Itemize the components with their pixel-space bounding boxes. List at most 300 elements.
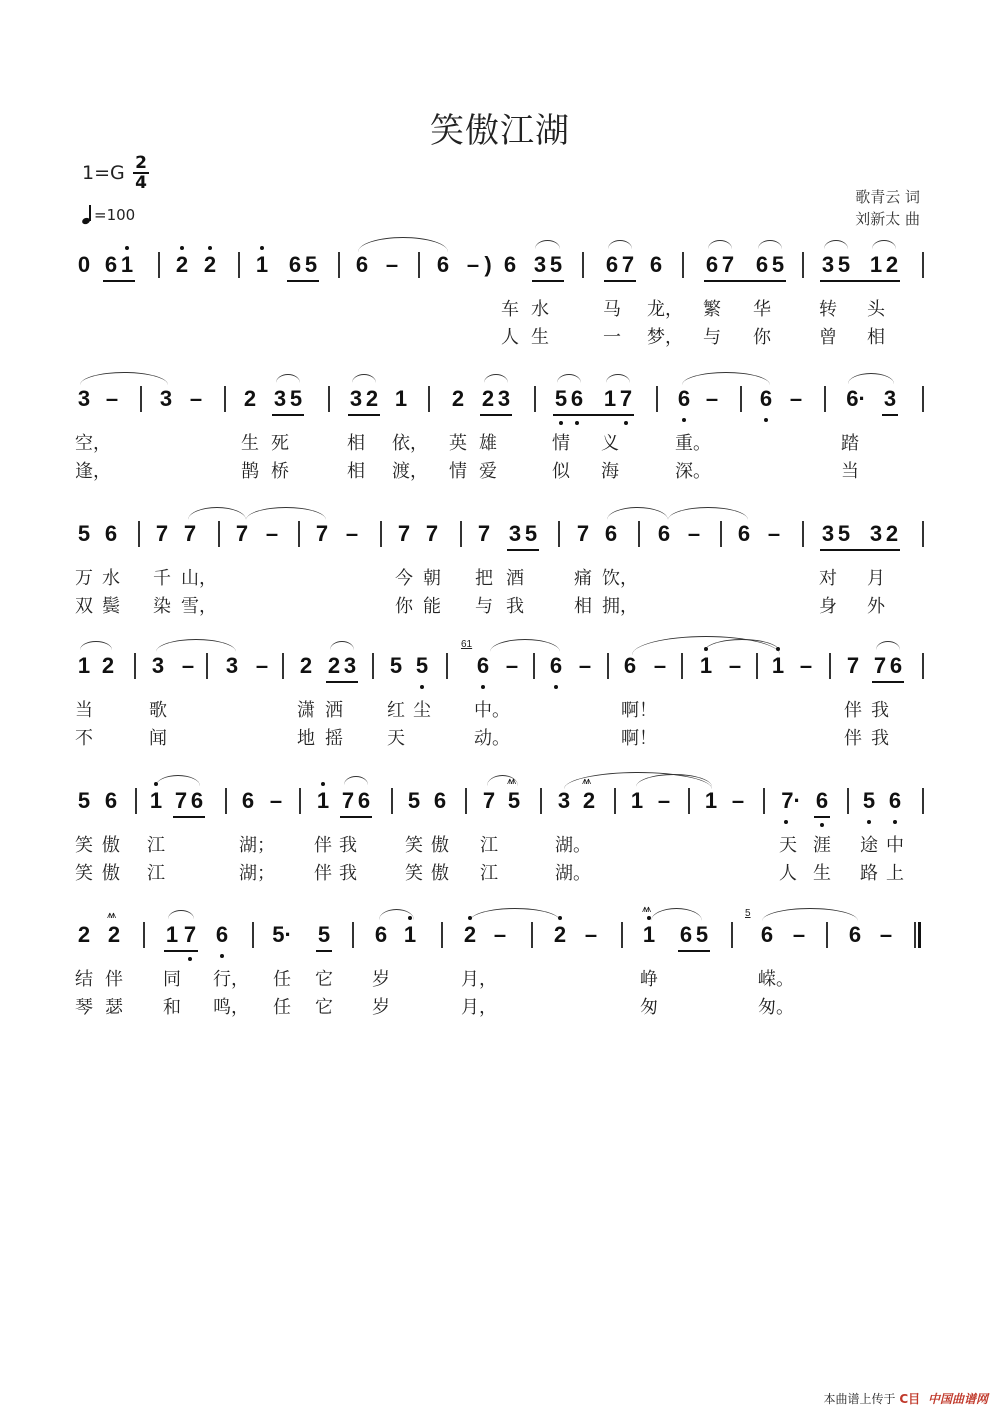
note: 7 [341, 788, 355, 813]
lyric-line-1 [0, 298, 1000, 322]
note: 6 [190, 788, 204, 813]
lyric-syllable: 洒 [325, 700, 343, 721]
slur-arc [168, 910, 194, 919]
octave-down-dot [559, 421, 563, 425]
note: 2 [885, 521, 899, 546]
sustain-dash: – [105, 386, 119, 411]
note: 7 [846, 653, 860, 678]
beam-underline [553, 414, 634, 416]
note: 6 [104, 788, 118, 813]
lyric-syllable: 渡， [392, 461, 428, 482]
note: 3 [77, 386, 91, 411]
note: 5 [407, 788, 421, 813]
lyric-syllable: 逢， [75, 461, 111, 482]
barline [380, 521, 382, 547]
note: 5 [304, 252, 318, 277]
lyric-syllable: 能 [423, 596, 441, 617]
lyric-syllable: 不 [75, 728, 93, 749]
lyric-syllable: 摇 [325, 728, 343, 749]
sustain-dash: – [728, 653, 742, 678]
octave-down-dot [820, 823, 824, 827]
lyric-syllable: 江 [480, 863, 498, 884]
lyric-syllable: 任 [273, 997, 291, 1018]
note: 3 [497, 386, 511, 411]
sustain-dash: – [385, 252, 399, 277]
note: 2 [101, 653, 115, 678]
notation-row [0, 904, 1000, 950]
lyric-syllable: 死 [271, 433, 289, 454]
note: 3 [343, 653, 357, 678]
slur-arc [607, 507, 668, 520]
lyric-syllable: 对 [819, 568, 837, 589]
lyric-syllable: 外 [867, 596, 885, 617]
note: 6 [436, 252, 450, 277]
lyric-syllable: 岁 [372, 969, 390, 990]
note: 5 [415, 653, 429, 678]
lyric-syllable: 头 [867, 299, 885, 320]
note: 6 [503, 252, 517, 277]
note: 5 [837, 521, 851, 546]
slur-arc [470, 908, 560, 921]
lyric-syllable: 月， [461, 997, 497, 1018]
lyric-syllable: 江 [147, 863, 165, 884]
lyric-syllable: 傲 [102, 863, 120, 884]
note: 3 [225, 653, 239, 678]
sustain-dash: – [345, 521, 359, 546]
lyric-syllable: 红 [387, 700, 405, 721]
barline [138, 521, 140, 547]
lyric-syllable: 曾 [819, 327, 837, 348]
lyric-syllable: 伴 [844, 700, 862, 721]
barline [299, 788, 301, 814]
lyric-syllable: 朝 [423, 568, 441, 589]
barline [428, 386, 430, 412]
barline [682, 252, 684, 278]
note: 1 [255, 252, 269, 277]
beam-underline [348, 414, 380, 416]
barline [802, 521, 804, 547]
lyric-syllable: 潇 [297, 700, 315, 721]
lyric-syllable: 依， [392, 433, 428, 454]
slur-arc [276, 374, 300, 383]
note: 5 [507, 788, 521, 813]
lyric-syllable: 伴 [105, 969, 123, 990]
note: 6 [288, 252, 302, 277]
sustain-dash: – [269, 788, 283, 813]
barline [922, 386, 924, 412]
lyric-syllable: 鹊 [241, 461, 259, 482]
lyric-syllable: 鸣， [213, 997, 249, 1018]
grace-note: 5 [745, 908, 751, 919]
barline [418, 252, 420, 278]
beam-underline [103, 280, 135, 282]
barline [763, 788, 765, 814]
lyric-syllable: 当 [841, 461, 859, 482]
barline [338, 252, 340, 278]
note: 1 [403, 922, 417, 947]
lyric-syllable: 酒 [506, 568, 524, 589]
note: 5 [549, 252, 563, 277]
barline [441, 922, 443, 948]
sustain-dash: – [584, 922, 598, 947]
note: 7 [477, 521, 491, 546]
barline [621, 922, 623, 948]
note: 1 [394, 386, 408, 411]
lyric-syllable: 深。 [675, 461, 711, 482]
lyric-syllable: 动。 [474, 728, 510, 749]
lyric-syllable: 空， [75, 433, 111, 454]
lyric-syllable: 你 [395, 596, 413, 617]
note: 2 [299, 653, 313, 678]
lyric-syllable: 我 [871, 728, 889, 749]
barline [720, 521, 722, 547]
lyric-syllable: 笑 [405, 835, 423, 856]
lyric-syllable: 车 [501, 299, 519, 320]
lyric-syllable: 踏 [841, 433, 859, 454]
lyric-syllable: 生 [241, 433, 259, 454]
slur-arc [80, 372, 168, 385]
note: 1 [120, 252, 134, 277]
note: 7 [315, 521, 329, 546]
lyric-syllable: 情 [552, 433, 570, 454]
barline [558, 521, 560, 547]
note: 6 [215, 922, 229, 947]
lyric-syllable: 双 [75, 596, 93, 617]
lyric-syllable: 情 [449, 461, 467, 482]
lyric-syllable: 水 [102, 568, 120, 589]
time-signature [133, 154, 149, 192]
mordent-icon: ⩚⩚ [642, 904, 650, 915]
lyric-syllable: 你 [753, 327, 771, 348]
time-numerator: 2 [133, 154, 149, 174]
note: 6 [355, 252, 369, 277]
notation-row [0, 250, 1000, 280]
tempo-marking [82, 206, 135, 224]
octave-down-dot [867, 820, 871, 824]
sustain-dash: – [657, 788, 671, 813]
barline [531, 922, 533, 948]
barline [740, 386, 742, 412]
lyric-syllable: 中。 [474, 700, 510, 721]
lyric-syllable: 痛 [574, 568, 592, 589]
note: 6 [760, 922, 774, 947]
lyric-syllable: 湖。 [555, 835, 591, 856]
lyric-syllable: 啊！ [621, 700, 657, 721]
barline [352, 922, 354, 948]
grace-note: 61 [461, 639, 473, 650]
lyric-syllable: 江 [480, 835, 498, 856]
note: 2 [175, 252, 189, 277]
lyric-syllable: 途 [860, 835, 878, 856]
lyric-syllable: 人 [501, 327, 519, 348]
slur-arc [682, 372, 770, 385]
octave-down-dot [420, 685, 424, 689]
note: 2 [481, 386, 495, 411]
lyric-syllable: 月 [867, 568, 885, 589]
octave-down-dot [784, 820, 788, 824]
barline [224, 386, 226, 412]
lyric-syllable: 繁 [703, 299, 721, 320]
barline [638, 521, 640, 547]
lyric-syllable: 拥， [602, 596, 638, 617]
lyric-syllable: 义 [601, 433, 619, 454]
beam-underline [532, 280, 564, 282]
lyric-syllable: 相 [574, 596, 592, 617]
barline [731, 922, 733, 948]
lyric-syllable: 笑 [405, 863, 423, 884]
octave-up-dot [180, 246, 184, 250]
beam-underline [704, 280, 786, 282]
lyric-syllable: 匆。 [758, 997, 794, 1018]
note: 7 [155, 521, 169, 546]
note: 7 [873, 653, 887, 678]
lyric-syllable: 笑 [75, 835, 93, 856]
lyric-syllable: 地 [297, 728, 315, 749]
beam-underline [173, 816, 205, 818]
lyric-syllable: 今 [395, 568, 413, 589]
slur-arc [352, 374, 376, 383]
note: 6 [605, 252, 619, 277]
lyric-line-2 [0, 727, 1000, 751]
lyric-syllable: 相 [347, 461, 365, 482]
barline [282, 653, 284, 679]
note: 5 [77, 788, 91, 813]
lyric-syllable: 涯 [813, 835, 831, 856]
tempo-value: =100 [94, 206, 136, 224]
barline [298, 521, 300, 547]
note: 7 [621, 252, 635, 277]
note: 3 [508, 521, 522, 546]
note: 3 [869, 521, 883, 546]
note: 3 [821, 252, 835, 277]
note: 3 [349, 386, 363, 411]
quarter-note-icon [82, 206, 92, 224]
note: 5 [389, 653, 403, 678]
note: 1 [603, 386, 617, 411]
barline [238, 252, 240, 278]
octave-down-dot [682, 418, 686, 422]
slur-arc [708, 240, 732, 249]
lyric-syllable: 天 [779, 835, 797, 856]
composer-credit: 刘新太 曲 [855, 210, 920, 228]
note: 2 [243, 386, 257, 411]
lyric-syllable: 龙， [647, 299, 683, 320]
key-signature: 1=G [82, 162, 125, 184]
lyric-syllable: 与 [703, 327, 721, 348]
note: 6 [241, 788, 255, 813]
lyric-syllable: 湖； [239, 835, 275, 856]
octave-up-dot [208, 246, 212, 250]
note: 0 [77, 252, 91, 277]
lyric-syllable: 笑 [75, 863, 93, 884]
lyric-syllable: 伴 [314, 835, 332, 856]
note: 6 [104, 252, 118, 277]
lyric-syllable: 马 [603, 299, 621, 320]
sustain-dash: – [255, 653, 269, 678]
note: 6 [679, 922, 693, 947]
beam-underline [507, 549, 539, 551]
lyric-syllable: 千 [153, 568, 171, 589]
sustain-dash: – [578, 653, 592, 678]
barline [143, 922, 145, 948]
lyric-line-2 [0, 996, 1000, 1020]
note: 2 [582, 788, 596, 813]
lyric-syllable: 结 [75, 969, 93, 990]
lyric-syllable: 湖。 [555, 863, 591, 884]
note: 6 [604, 521, 618, 546]
slur-arc [848, 373, 894, 384]
note: 6· [846, 386, 866, 411]
slur-arc [330, 641, 354, 650]
sustain-dash: – [189, 386, 203, 411]
mordent-icon: ⩚⩚ [582, 776, 590, 787]
note: 5 [771, 252, 785, 277]
note: 1 [642, 922, 656, 947]
note: 2 [203, 252, 217, 277]
slur-arc [344, 776, 368, 785]
beam-underline [820, 549, 900, 551]
lyric-syllable: 任 [273, 969, 291, 990]
note: 2 [553, 922, 567, 947]
note: 5 [289, 386, 303, 411]
beam-underline [604, 280, 636, 282]
lyric-syllable: 伴 [844, 728, 862, 749]
note: 7 [183, 521, 197, 546]
note: 7 [425, 521, 439, 546]
lyric-syllable: 海 [601, 461, 619, 482]
note: 6 [357, 788, 371, 813]
notation-row [0, 519, 1000, 549]
site-brand: 中国曲谱网 [927, 1392, 988, 1406]
lyric-line-2 [0, 595, 1000, 619]
barline [922, 788, 924, 814]
sustain-dash: – [493, 922, 507, 947]
lyric-syllable: 我 [871, 700, 889, 721]
slur-arc [557, 374, 581, 383]
lyric-syllable: 江 [147, 835, 165, 856]
slur-arc [156, 639, 236, 652]
slur-arc [246, 507, 326, 520]
note: 2 [365, 386, 379, 411]
note: 5 [317, 922, 331, 947]
lyric-line-2 [0, 326, 1000, 350]
note: 1 [165, 922, 179, 947]
slur-arc [156, 775, 200, 786]
lyric-syllable: 饮， [602, 568, 638, 589]
notation-row [0, 384, 1000, 414]
sustain-dash: – [792, 922, 806, 947]
beam-underline [326, 681, 358, 683]
lyric-syllable: 华 [753, 299, 771, 320]
lyric-line-1 [0, 432, 1000, 456]
lyric-syllable: 它 [315, 969, 333, 990]
note: 6 [623, 653, 637, 678]
note: 2 [451, 386, 465, 411]
octave-up-dot [321, 782, 325, 786]
note: 6 [104, 521, 118, 546]
lyric-syllable: 人 [779, 863, 797, 884]
barline [465, 788, 467, 814]
lyric-syllable: 雄 [479, 433, 497, 454]
note: 2 [463, 922, 477, 947]
slur-arc [358, 237, 448, 252]
note: 6 [889, 653, 903, 678]
note: 5 [695, 922, 709, 947]
sustain-dash: – [799, 653, 813, 678]
note: ) [484, 252, 492, 277]
sustain-dash: – [181, 653, 195, 678]
mordent-icon: ⩚⩚ [507, 776, 515, 787]
beam-underline [678, 950, 710, 952]
lyric-syllable: 英 [449, 433, 467, 454]
beam-underline [820, 280, 900, 282]
note: 6 [657, 521, 671, 546]
note: 5 [554, 386, 568, 411]
slur-arc [484, 374, 508, 383]
octave-up-dot [125, 246, 129, 250]
lyric-syllable: 天 [387, 728, 405, 749]
sustain-dash: – [687, 521, 701, 546]
page-title: 笑傲江湖 [430, 111, 570, 151]
note: 7 [619, 386, 633, 411]
note: 6 [888, 788, 902, 813]
note: 1 [704, 788, 718, 813]
beam-underline [814, 816, 830, 818]
lyric-syllable: 傲 [431, 835, 449, 856]
note: 1 [149, 788, 163, 813]
sustain-dash: – [789, 386, 803, 411]
note: 5 [524, 521, 538, 546]
lyric-syllable: 相 [867, 327, 885, 348]
lyric-syllable: 上 [886, 863, 904, 884]
note: 2 [107, 922, 121, 947]
slur-arc [80, 641, 112, 650]
site-logo-icon: C目 [899, 1392, 921, 1406]
note: 6 [549, 653, 563, 678]
lyricist-credit: 歌青云 词 [855, 188, 920, 206]
lyric-syllable: 琴 [75, 997, 93, 1018]
note: 3 [883, 386, 897, 411]
barline [391, 788, 393, 814]
note: 6 [815, 788, 829, 813]
barline [140, 386, 142, 412]
barline [460, 521, 462, 547]
barline [134, 653, 136, 679]
octave-up-dot [260, 246, 264, 250]
lyric-syllable: 山， [181, 568, 217, 589]
beam-underline [340, 816, 372, 818]
lyric-line-1 [0, 567, 1000, 591]
lyric-syllable: 转 [819, 299, 837, 320]
note: 2 [327, 653, 341, 678]
note: 7 [183, 922, 197, 947]
note: 6 [649, 252, 663, 277]
slur-arc [535, 240, 560, 249]
barline [446, 653, 448, 679]
note: 3 [557, 788, 571, 813]
lyric-syllable: 同 [163, 969, 181, 990]
barline [540, 788, 542, 814]
lyric-syllable: 似 [552, 461, 570, 482]
note: 5 [77, 521, 91, 546]
note: 7 [482, 788, 496, 813]
lyric-line-2 [0, 460, 1000, 484]
octave-down-dot [188, 957, 192, 961]
barline [826, 922, 828, 948]
octave-down-dot [624, 421, 628, 425]
note: 6 [759, 386, 773, 411]
barline [656, 386, 658, 412]
